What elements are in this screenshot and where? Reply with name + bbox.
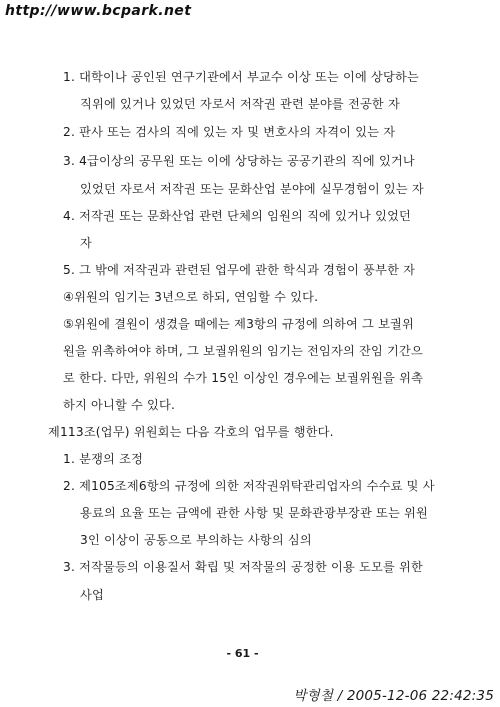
text-line-15: 1. 분쟁의 조정: [63, 452, 144, 466]
text-line-17: 용료의 요율 또는 금액에 관한 사항 및 문화관광부장관 또는 위원: [80, 506, 428, 520]
text-line-13: 하지 아니할 수 있다.: [63, 398, 176, 412]
text-line-2: 직위에 있거나 있었던 자로서 저작권 관련 분야를 전공한 자: [80, 97, 400, 111]
text-line-4: 3. 4급이상의 공무원 또는 이에 상당하는 공공기관의 직에 있거나: [63, 154, 415, 168]
text-line-10: ⑤위원에 결원이 생겼을 때에는 제3항의 규정에 의하여 그 보궐위: [63, 317, 414, 331]
text-line-3: 2. 판사 또는 검사의 직에 있는 자 및 변호사의 자격이 있는 자: [63, 125, 396, 139]
text-line-11: 원을 위촉하여야 하며, 그 보궐위원의 임기는 전임자의 잔임 기간으: [63, 344, 423, 358]
page-number: - 61 -: [226, 647, 259, 660]
text-line-6: 4. 저작권 또는 문화산업 관련 단체의 임원의 직에 있거나 있었던: [63, 209, 412, 223]
article-heading: 제113조(업무) 위원회는 다음 각호의 업무를 행한다.: [48, 425, 334, 439]
text-line-16: 2. 제105조제6항의 규정에 의한 저작권위탁관리업자의 수수료 및 사: [63, 479, 435, 493]
text-line-18: 3인 이상이 공동으로 부의하는 사항의 심의: [80, 533, 312, 547]
text-line-8: 5. 그 밖에 저작권과 관련된 업무에 관한 학식과 경험이 풍부한 자: [63, 263, 416, 277]
footer-stamp: 박형철 / 2005-12-06 22:42:35: [293, 688, 494, 704]
text-line-12: 로 한다. 다만, 위원의 수가 15인 이상인 경우에는 보궐위원을 위촉: [63, 371, 424, 385]
watermark-url: http://www.bcpark.net: [5, 3, 192, 19]
text-line-19: 3. 저작물등의 이용질서 확립 및 저작물의 공정한 이용 도모를 위한: [63, 560, 423, 574]
text-line-7: 자: [80, 236, 92, 250]
text-line-20: 사업: [80, 588, 104, 602]
text-line-1: 1. 대학이나 공인된 연구기관에서 부교수 이상 또는 이에 상당하는: [63, 70, 419, 84]
text-line-9: ④위원의 임기는 3년으로 하되, 연임할 수 있다.: [63, 290, 319, 304]
text-line-5: 있었던 자로서 저작권 또는 문화산업 분야에 실무경험이 있는 자: [80, 182, 424, 196]
